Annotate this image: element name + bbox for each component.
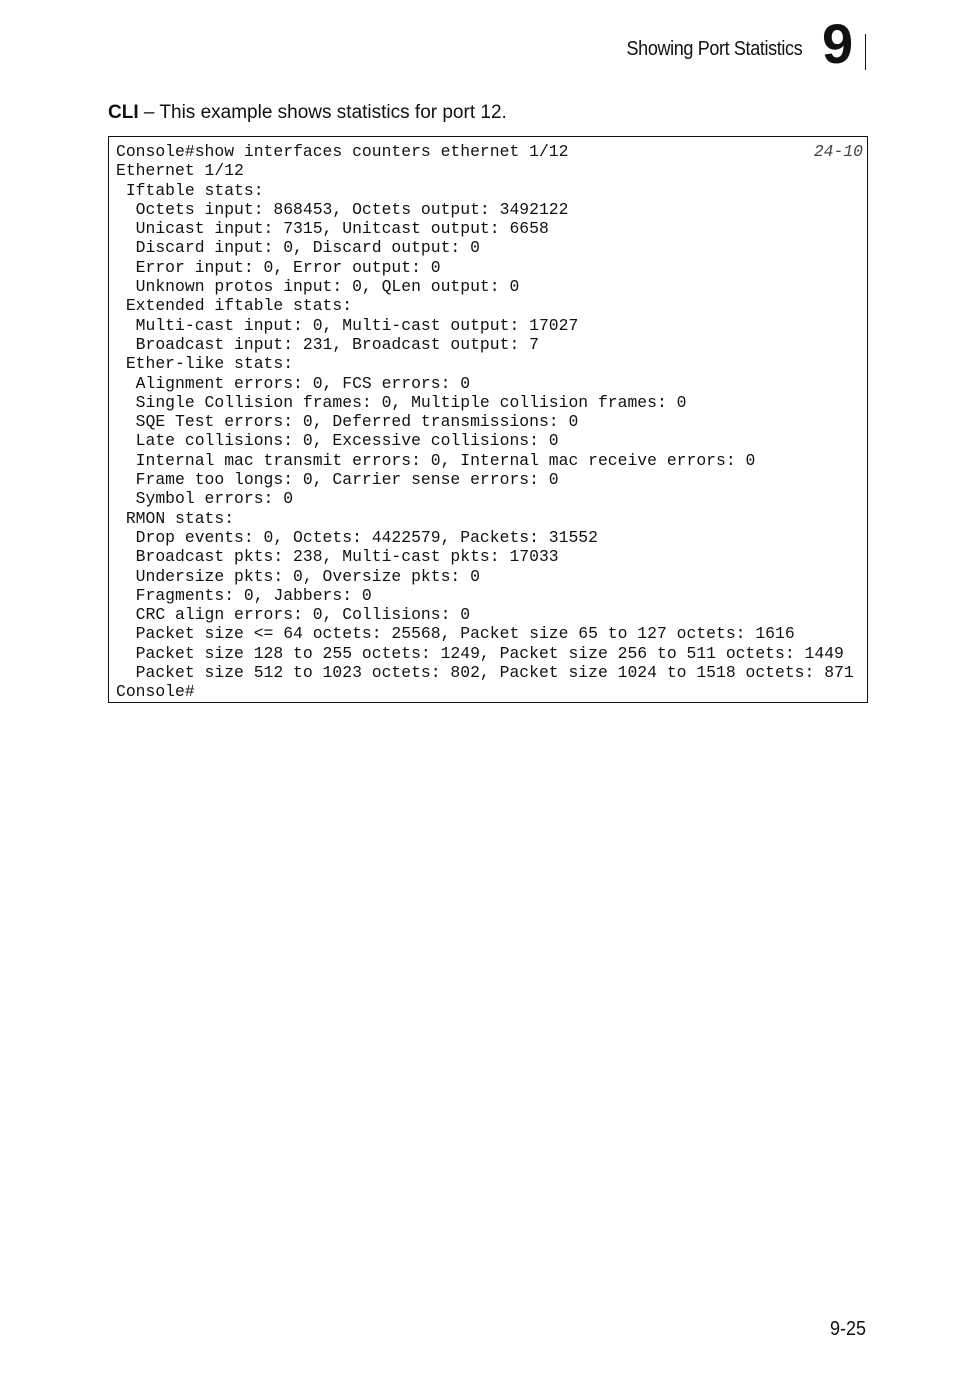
cli-output-line: Broadcast input: 231, Broadcast output: 7 [116, 334, 539, 354]
cli-output-line: Packet size 128 to 255 octets: 1249, Packet size 256 to 511 octets: 1449 [116, 643, 844, 663]
cli-output-line: Ethernet 1/12 [116, 161, 244, 181]
caption-text: – This example shows statistics for port 12. [138, 102, 507, 123]
cli-output-line: CRC align errors: 0, Collisions: 0 [116, 605, 471, 625]
cli-output-line: Packet size <= 64 octets: 25568, Packet size 65 to 127 octets: 1616 [116, 624, 795, 644]
cli-output-line: Unicast input: 7315, Unitcast output: 6658 [116, 219, 549, 239]
chapter-divider [865, 34, 866, 70]
cli-output-line: Extended iftable stats: [116, 296, 353, 316]
cli-output-line: Error input: 0, Error output: 0 [116, 257, 441, 277]
cli-output-line: Ether-like stats: [116, 354, 294, 374]
cli-output-line: Symbol errors: 0 [116, 489, 294, 509]
cli-output-lines [116, 142, 867, 702]
cli-output-line: Fragments: 0, Jabbers: 0 [116, 585, 372, 605]
cli-output-line: Frame too longs: 0, Carrier sense errors: 0 [116, 470, 559, 490]
cli-output-line: Octets input: 868453, Octets output: 3492122 [116, 199, 569, 219]
cli-output-line: Console#show interfaces counters ethernet 1/12 [116, 142, 569, 161]
cli-output-line: Internal mac transmit errors: 0, Internal mac receive errors: 0 [116, 450, 756, 470]
cli-output-line: Alignment errors: 0, FCS errors: 0 [116, 373, 471, 393]
cli-output-line: Iftable stats: [116, 180, 264, 200]
example-caption [108, 102, 507, 124]
cli-output-line: Undersize pkts: 0, Oversize pkts: 0 [116, 566, 480, 586]
cli-output-line: Discard input: 0, Discard output: 0 [116, 238, 480, 258]
cli-output-line: SQE Test errors: 0, Deferred transmissions: 0 [116, 412, 579, 432]
code-reference: 24-10 [813, 142, 863, 161]
cli-output-line: Broadcast pkts: 238, Multi-cast pkts: 17033 [116, 547, 559, 567]
cli-output-line: Multi-cast input: 0, Multi-cast output: 17027 [116, 315, 579, 335]
chapter-number: 9 [822, 12, 854, 75]
cli-output-line: Late collisions: 0, Excessive collisions: 0 [116, 431, 559, 451]
page-number: 9-25 [829, 1318, 866, 1340]
cli-output-line: Console# [116, 682, 195, 702]
cli-output-line: Packet size 512 to 1023 octets: 802, Packet size 1024 to 1518 octets: 871 [116, 663, 854, 683]
cli-output-line: Single Collision frames: 0, Multiple collision frames: 0 [116, 392, 687, 412]
cli-output-box [108, 136, 868, 703]
cli-output-line: Drop events: 0, Octets: 4422579, Packets: 31552 [116, 527, 598, 547]
cli-output-line: Unknown protos input: 0, QLen output: 0 [116, 277, 520, 297]
section-title: Showing Port Statistics [626, 38, 802, 60]
caption-label: CLI [108, 102, 139, 123]
cli-output-line: RMON stats: [116, 508, 235, 528]
